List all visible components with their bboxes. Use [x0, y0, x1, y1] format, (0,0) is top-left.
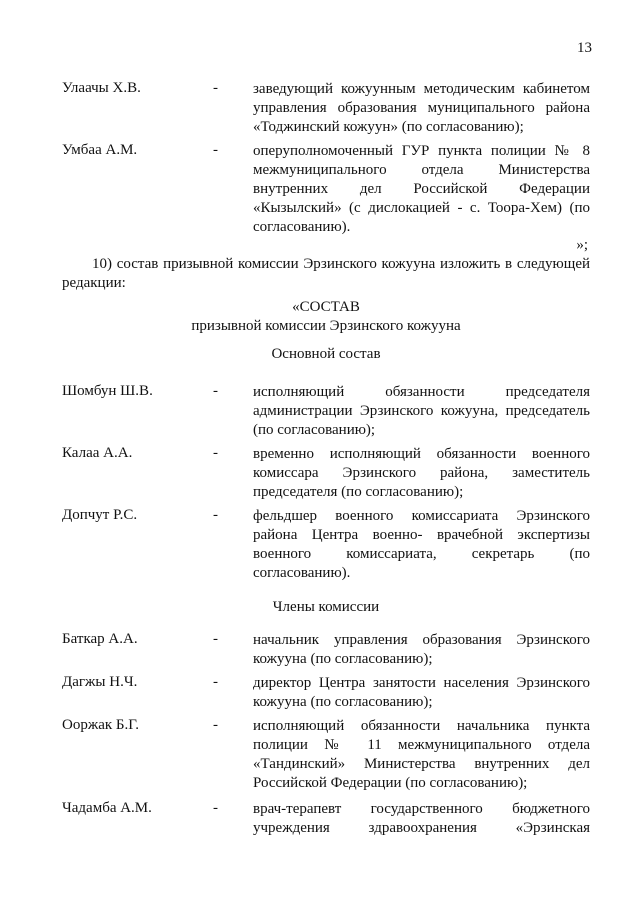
member-description: исполняющий обязанности начальника пункта полиции № 11 межмуниципального отдела «Тандинский» Министерства внутренних дел Российской Федерации (по согласованию); — [253, 718, 590, 791]
member-name: Калаа А.А. — [62, 445, 133, 461]
member-description: директор Центра занятости населения Эрзинского кожууна (по согласованию); — [253, 675, 590, 710]
dash: - — [213, 142, 218, 158]
member-name: Умбаа А.М. — [62, 142, 138, 158]
member-name: Дагжы Н.Ч. — [62, 674, 138, 690]
member-name: Допчут Р.С. — [62, 507, 138, 523]
member-name: Ооржак Б.Г. — [62, 717, 139, 733]
dash: - — [213, 674, 218, 690]
member-description: оперуполномоченный ГУР пункта полиции № 8 межмуниципального отдела Министерства внутренних дел Российской Федерации «Кызылский» (с дислокацией - с. Тоора-Хем) (по согласованию). — [253, 143, 590, 235]
member-name: Чадамба А.М. — [62, 800, 152, 816]
composition-subtitle: призывной комиссии Эрзинского кожууна — [191, 318, 461, 334]
dash: - — [213, 631, 218, 647]
page-number: 13 — [577, 40, 592, 56]
members-section-title: Члены комиссии — [272, 599, 380, 615]
member-name: Улаачы Х.В. — [62, 80, 141, 96]
dash: - — [213, 445, 218, 461]
member-description: временно исполняющий обязанности военного комиссара Эрзинского района, заместитель председателя (по согласованию); — [253, 446, 590, 500]
member-name: Баткар А.А. — [62, 631, 138, 647]
composition-title: «СОСТАВ — [292, 299, 360, 315]
member-description: заведующий кожуунным методическим кабинетом управления образования муниципального района «Тоджинский кожуун» (по согласованию); — [253, 81, 590, 135]
member-description: начальник управления образования Эрзинского кожууна (по согласованию); — [253, 632, 590, 667]
member-description: исполняющий обязанности председателя администрации Эрзинского кожууна, председатель (по согласованию); — [253, 384, 590, 438]
paragraph-10: 10) состав призывной комиссии Эрзинского кожууна изложить в следующей редакции: — [62, 256, 590, 291]
dash: - — [213, 383, 218, 399]
member-description: фельдшер военного комиссариата Эрзинского района Центра военно- врачебной экспертизы военного комиссариата, секретарь (по согласованию). — [253, 508, 590, 581]
dash: - — [213, 800, 218, 816]
dash: - — [213, 80, 218, 96]
main-section-title: Основной состав — [271, 346, 381, 362]
dash: - — [213, 717, 218, 733]
member-name: Шомбун Ш.В. — [62, 383, 153, 399]
dash: - — [213, 507, 218, 523]
closing-quote: »; — [576, 237, 588, 253]
member-description: врач-терапевт государственного бюджетного учреждения здравоохранения «Эрзинская — [253, 801, 590, 836]
